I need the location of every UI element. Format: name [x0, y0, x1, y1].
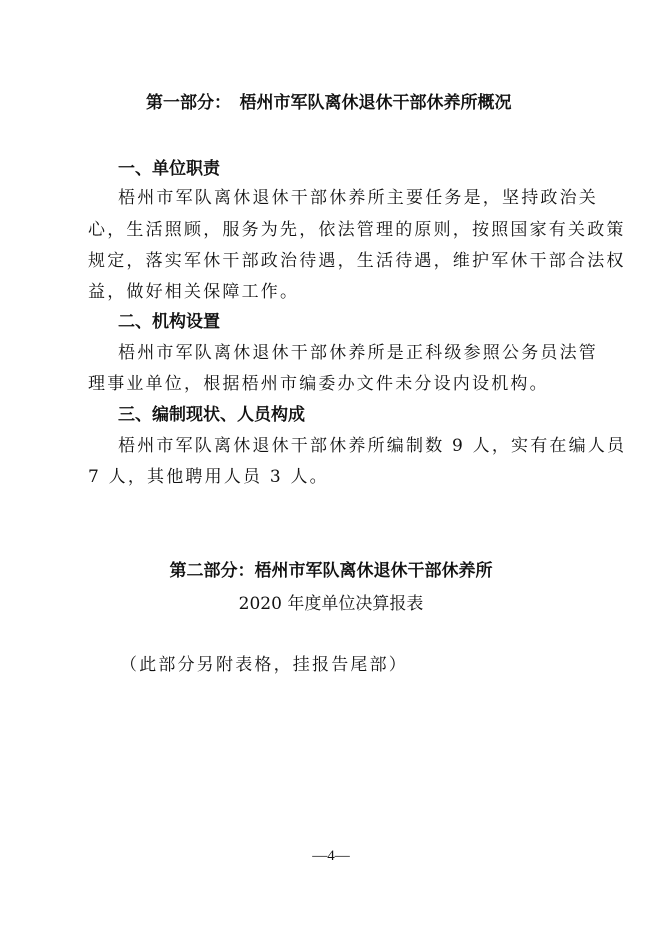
section1-line2: 心，生活照顾，服务为先，依法管理的原则，按照国家有关政策 — [88, 220, 626, 240]
section1-line3: 规定，落实军休干部政治待遇，生活待遇，维护军休干部合法权 — [88, 251, 626, 271]
section2-line2: 理事业单位，根据梧州市编委办文件未分设内设机构。 — [88, 374, 549, 394]
section2-line1: 梧州市军队离休退休干部休养所是正科级参照公务员法管 — [118, 343, 598, 363]
section2-heading: 二、机构设置 — [118, 312, 220, 332]
part2-title-line2: 2020 年度单位决算报表 — [238, 594, 424, 614]
section1-heading: 一、单位职责 — [118, 159, 220, 179]
section3-line2: 7 人，其他聘用人员 3 人。 — [88, 467, 329, 487]
section1-line1: 梧州市军队离休退休干部休养所主要任务是，坚持政治关 — [118, 188, 598, 208]
section3-heading: 三、编制现状、人员构成 — [118, 405, 305, 425]
part2-title-line1: 第二部分：梧州市军队离休退休干部休养所 — [169, 561, 493, 581]
page-number: —4— — [312, 848, 350, 864]
section3-line1: 梧州市军队离休退休干部休养所编制数 9 人，实有在编人员 — [118, 436, 627, 456]
part2-note: （此部分另附表格，挂报告尾部） — [120, 655, 408, 675]
section1-line4: 益，做好相关保障工作。 — [88, 282, 300, 302]
part1-title: 第一部分： 梧州市军队离休退休干部休养所概况 — [146, 93, 512, 113]
